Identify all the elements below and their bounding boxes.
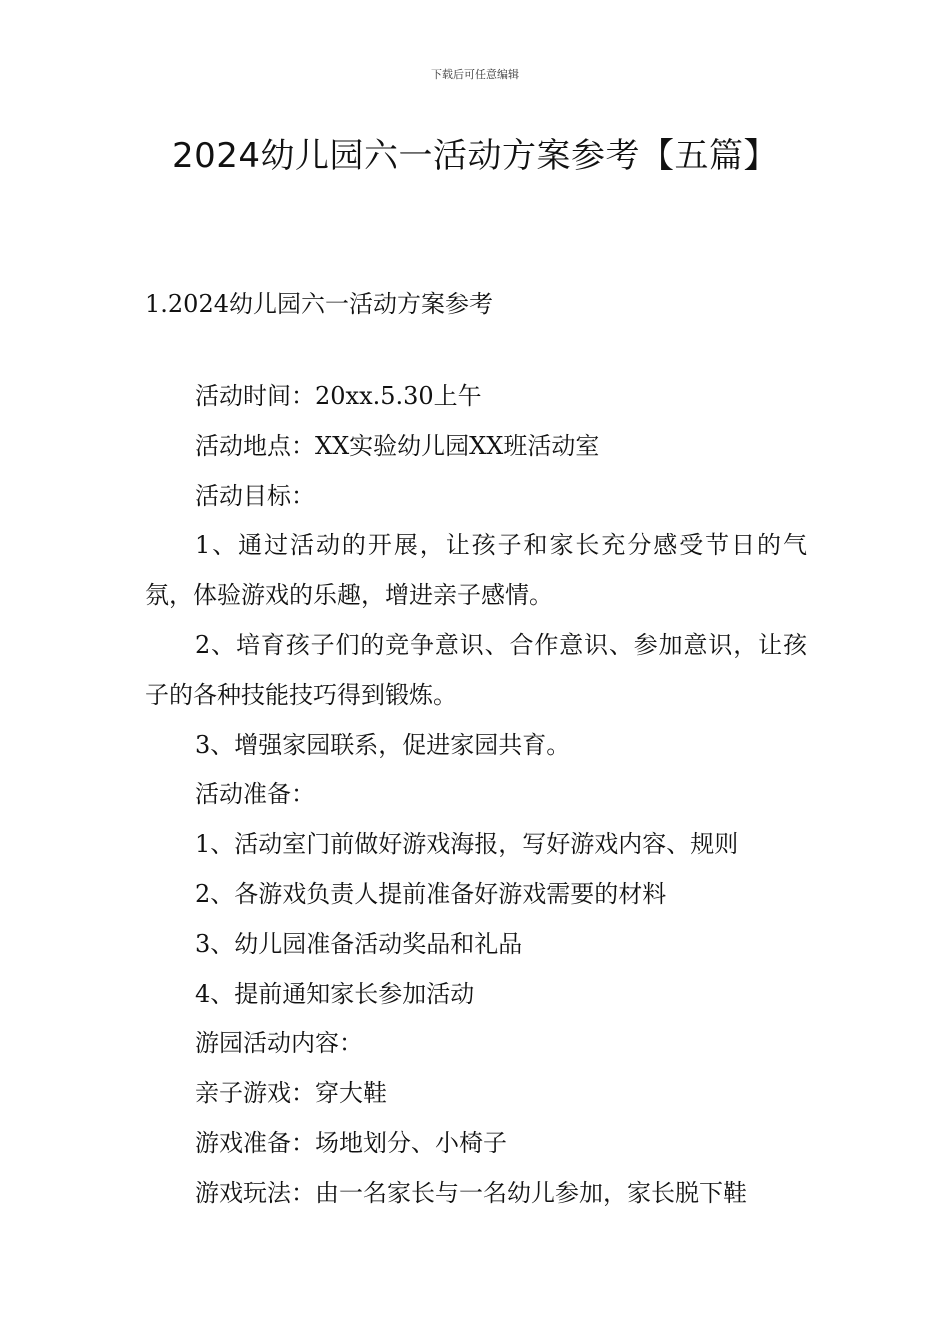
paragraph-game-rules: 游戏玩法：由一名家长与一名幼儿参加，家长脱下鞋 <box>195 1178 747 1207</box>
paragraph-activity-time: 活动时间：20xx.5.30上午 <box>195 382 482 410</box>
paragraph-activity-location: 活动地点：XX实验幼儿园XX班活动室 <box>195 431 600 460</box>
paragraph-preparation-label: 活动准备： <box>195 780 315 809</box>
paragraph-goal-2: 2、培育孩子们的竞争意识、合作意识、参加意识，让孩子的各种技能技巧得到锻炼。 <box>145 630 807 709</box>
paragraph-preparation-4: 4、提前通知家长参加活动 <box>195 979 475 1008</box>
document-body <box>145 372 807 1219</box>
paragraph-activity-goals-label: 活动目标： <box>195 481 315 510</box>
document-title: 2024幼儿园六一活动方案参考【五篇】 <box>171 136 779 176</box>
paragraph-goal-1: 1、通过活动的开展，让孩子和家长充分感受节日的气氛，体验游戏的乐趣，增进亲子感情。 <box>145 531 807 610</box>
page-header-note: 下载后可任意编辑 <box>431 68 519 81</box>
paragraph-preparation-1: 1、活动室门前做好游戏海报，写好游戏内容、规则 <box>195 830 739 859</box>
paragraph-preparation-2: 2、各游戏负责人提前准备好游戏需要的材料 <box>195 879 667 908</box>
section-heading: 1.2024幼儿园六一活动方案参考 <box>145 290 493 318</box>
paragraph-goal-3: 3、增强家园联系，促进家园共育。 <box>195 730 571 759</box>
paragraph-preparation-3: 3、幼儿园准备活动奖品和礼品 <box>195 929 523 958</box>
paragraph-game-preparation: 游戏准备：场地划分、小椅子 <box>195 1128 507 1157</box>
paragraph-content-label: 游园活动内容： <box>195 1029 363 1058</box>
paragraph-game-name: 亲子游戏：穿大鞋 <box>195 1079 387 1108</box>
